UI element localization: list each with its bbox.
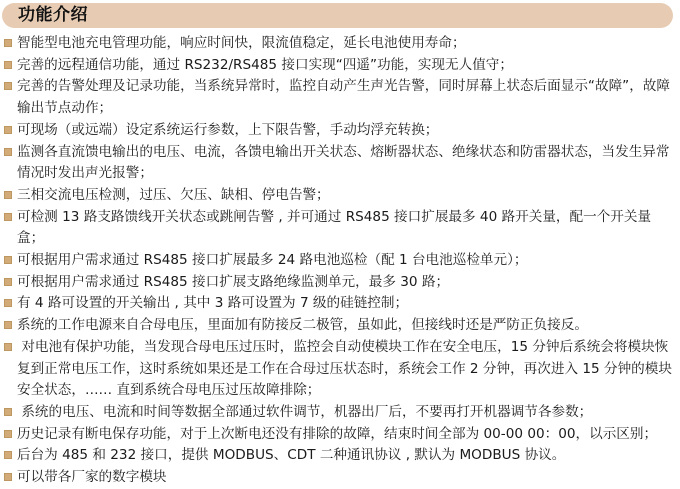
section-header xyxy=(2,3,673,28)
feature-text: 监测各直流馈电输出的电压、电流，各馈电输出开关状态、熔断器状态、绝缘状态和防雷器状态，当发生异常情况时发出声光报警； xyxy=(17,143,670,182)
bullet-square-icon xyxy=(4,299,12,307)
bullet-square-icon xyxy=(4,213,12,221)
feature-text: 有 4 路可设置的开关输出 , 其中 3 路可设置为 7 级的硅链控制； xyxy=(17,295,409,312)
list-item xyxy=(4,120,676,142)
list-item xyxy=(4,402,676,424)
list-item xyxy=(4,33,676,55)
list-item xyxy=(4,293,676,315)
feature-text: 三相交流电压检测，过压、欠压、缺相、停电告警； xyxy=(17,186,330,203)
feature-text: 系统的电压、电流和时间等数据全部通过软件调节，机器出厂后，不要再打开机器调节各参数； xyxy=(17,403,593,420)
list-item xyxy=(4,315,676,337)
list-item xyxy=(4,424,676,446)
bullet-square-icon xyxy=(4,451,12,459)
list-item xyxy=(4,55,676,77)
feature-text: 后台为 485 和 232 接口，提供 MODBUS、CDT 二种通讯协议 , 默认为 MODBUS 协议。 xyxy=(17,447,566,464)
bullet-square-icon xyxy=(4,82,12,90)
feature-text: 智能型电池充电管理功能，响应时间快，限流值稳定，延长电池使用寿命； xyxy=(17,35,466,51)
feature-text: 历史记录有断电保存功能，对于上次断电还没有排除的故障，结束时间全部为 00-00 00：00，以示区别； xyxy=(17,425,658,442)
list-item xyxy=(4,467,676,489)
page-title: 功能介绍 xyxy=(18,4,88,25)
feature-text: 可根据用户需求通过 RS485 接口扩展最多 24 路电池巡检（配 1 台电池巡检单元）； xyxy=(17,252,528,269)
list-item xyxy=(4,185,676,207)
bullet-square-icon xyxy=(4,473,12,481)
bullet-square-icon xyxy=(4,126,12,134)
list-item xyxy=(4,142,676,185)
bullet-square-icon xyxy=(4,430,12,438)
list-item xyxy=(4,207,676,250)
bullet-square-icon xyxy=(4,343,12,351)
list-item xyxy=(4,76,676,119)
feature-text: 系统的工作电源来自合母电压，里面加有防接反二极管，虽如此，但接线时还是严防正负接反。 xyxy=(17,317,588,334)
feature-text: 对电池有保护功能，当发现合母电压过压时，监控会自动使模块工作在安全电压，15 分钟后系统会将模块恢复到正常电压工作，这时系统如果还是工作在合母过压状态时，系统会工作 2 分钟，再次进入 15 分钟的模块安全状态，…… 直到系统合母电压过压故障排除； xyxy=(17,338,672,399)
feature-text: 可检测 13 路支路馈线开关状态或跳闸告警 , 并可通过 RS485 接口扩展最多 40 路开关量，配一个开关量盒； xyxy=(17,208,652,247)
bullet-square-icon xyxy=(4,256,12,264)
list-item xyxy=(4,250,676,272)
list-item xyxy=(4,445,676,467)
feature-list xyxy=(4,33,676,489)
feature-text: 可根据用户需求通过 RS485 接口扩展支路绝缘监测单元，最多 30 路； xyxy=(17,273,450,290)
bullet-square-icon xyxy=(4,321,12,329)
feature-text: 可以带各厂家的数字模块 xyxy=(17,469,167,486)
bullet-square-icon xyxy=(4,408,12,416)
list-item xyxy=(4,337,676,402)
bullet-square-icon xyxy=(4,39,12,47)
feature-text: 完善的远程通信功能，通过 RS232/RS485 接口实现“四遥”功能，实现无人值守； xyxy=(17,56,513,73)
bullet-square-icon xyxy=(4,148,12,156)
bullet-square-icon xyxy=(4,191,12,199)
bullet-square-icon xyxy=(4,278,12,286)
feature-text: 完善的告警处理及记录功能，当系统异常时，监控自动产生声光告警，同时屏幕上状态后面显示“故障”，故障输出节点动作； xyxy=(17,78,670,117)
bullet-square-icon xyxy=(4,61,12,69)
list-item xyxy=(4,272,676,294)
feature-text: 可现场（或远端）设定系统运行参数，上下限告警，手动均浮充转换； xyxy=(17,121,439,138)
